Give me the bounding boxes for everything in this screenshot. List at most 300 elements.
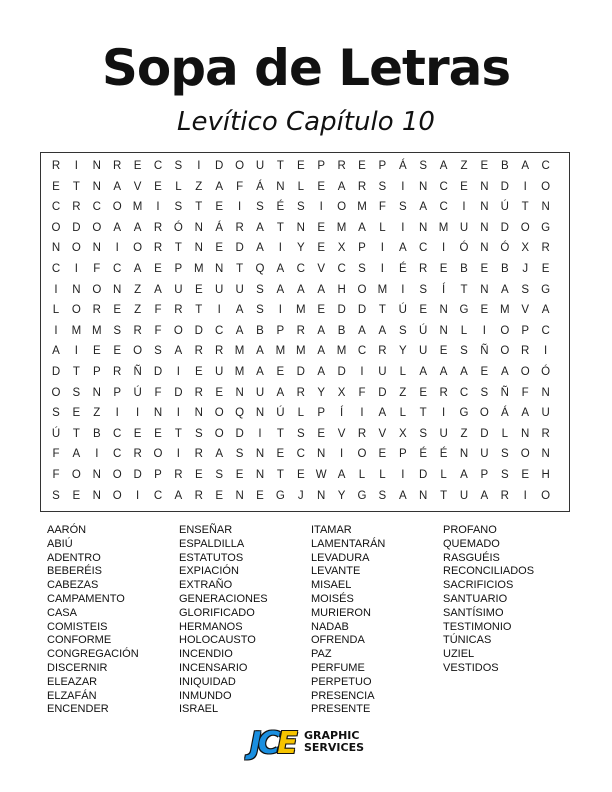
grid-letter: U — [419, 345, 428, 358]
grid-letter: A — [378, 324, 387, 337]
grid-letter: M — [296, 304, 306, 317]
grid-letter: A — [317, 345, 326, 358]
grid-letter: Ú — [419, 324, 428, 337]
grid-letter: O — [235, 160, 245, 172]
grid-letter: I — [462, 201, 466, 214]
word-item: LEVANTE — [311, 565, 361, 578]
grid-letter: E — [419, 386, 428, 399]
grid-letter: U — [255, 386, 265, 399]
word-item: TESTIMONIO — [443, 620, 512, 633]
grid-letter: B — [500, 160, 509, 172]
grid-letter: A — [72, 448, 81, 461]
grid-letter: M — [234, 345, 245, 358]
grid-letter: N — [92, 242, 101, 255]
grid-letter: E — [215, 386, 224, 399]
grid-letter: R — [92, 304, 101, 317]
grid-letter: P — [358, 242, 366, 255]
grid-letter: A — [317, 366, 326, 378]
grid-letter: T — [72, 427, 80, 440]
grid-letter: T — [378, 304, 386, 317]
grid-letter: Ñ — [500, 386, 509, 399]
grid-letter: T — [276, 160, 284, 172]
grid-letter: O — [173, 324, 183, 337]
grid-letter: I — [401, 221, 405, 234]
grid-letter: Q — [235, 407, 245, 420]
grid-letter: D — [51, 366, 61, 378]
grid-letter: T — [72, 180, 80, 193]
grid-letter: V — [337, 427, 346, 440]
grid-letter: V — [378, 427, 387, 440]
grid-letter: E — [235, 469, 244, 481]
grid-letter: E — [317, 221, 326, 234]
grid-letter: N — [153, 407, 163, 420]
grid-letter: N — [419, 180, 428, 193]
grid-letter: B — [92, 427, 101, 440]
grid-letter: P — [92, 366, 101, 378]
word-item: ESTATUTOS — [179, 551, 244, 564]
grid-letter: R — [215, 345, 224, 358]
word-item: SANTUARIO — [443, 592, 508, 605]
grid-letter: A — [419, 201, 428, 214]
grid-letter: D — [133, 469, 142, 481]
grid-letter: O — [112, 201, 122, 214]
grid-letter: S — [194, 427, 203, 440]
grid-letter: C — [153, 489, 163, 502]
grid-letter: S — [235, 448, 244, 461]
grid-letter: N — [317, 489, 326, 502]
grid-letter: E — [541, 263, 550, 275]
grid-letter: E — [113, 304, 122, 317]
grid-letter: Ñ — [480, 345, 489, 358]
logo-line-graphic: GRAPHIC — [304, 729, 360, 742]
grid-letter: L — [175, 180, 182, 193]
grid-letter: R — [541, 242, 550, 255]
grid-letter: C — [113, 263, 122, 275]
grid-letter: D — [357, 304, 367, 317]
grid-letter: N — [92, 386, 101, 399]
grid-letter: O — [500, 345, 510, 358]
logo-line-services: SERVICES — [304, 741, 365, 754]
grid-letter: R — [337, 160, 346, 172]
grid-letter: N — [439, 324, 448, 337]
grid-letter: Á — [256, 180, 264, 193]
word-item: CAMPAMENTO — [47, 592, 125, 605]
grid-letter: G — [541, 283, 551, 296]
grid-letter: P — [154, 469, 162, 481]
grid-letter: E — [92, 345, 101, 358]
grid-letter: R — [113, 366, 122, 378]
word-item: ESPALDILLA — [179, 537, 245, 550]
grid-letter: R — [194, 345, 203, 358]
word-item: ENCENDER — [47, 703, 109, 716]
grid-letter: X — [337, 242, 346, 255]
grid-letter: A — [174, 489, 183, 502]
grid-letter: D — [419, 469, 428, 481]
grid-letter: S — [378, 180, 387, 193]
grid-letter: A — [256, 345, 264, 358]
grid-letter: I — [74, 345, 78, 358]
grid-letter: E — [52, 180, 60, 193]
grid-letter: F — [378, 201, 386, 214]
grid-letter: E — [460, 180, 468, 193]
word-item: ELEAZAR — [47, 675, 98, 688]
word-item: LAMENTARÁN — [311, 537, 386, 550]
word-item: MURIERON — [311, 606, 371, 619]
grid-letter: A — [358, 221, 366, 234]
grid-letter: R — [541, 427, 550, 440]
grid-letter: J — [297, 489, 304, 502]
word-item: COMISTEIS — [47, 620, 108, 633]
grid-letter: U — [235, 283, 244, 296]
grid-letter: A — [133, 221, 142, 234]
grid-letter: I — [319, 201, 323, 214]
grid-letter: F — [154, 304, 162, 317]
grid-letter: I — [217, 304, 221, 317]
grid-letter: E — [480, 263, 489, 275]
grid-letter: P — [317, 160, 326, 172]
grid-letter: I — [115, 407, 119, 420]
grid-letter: O — [71, 304, 81, 317]
grid-letter: A — [256, 221, 264, 234]
grid-letter: A — [541, 304, 550, 317]
grid-letter: R — [296, 386, 305, 399]
grid-letter: E — [480, 160, 489, 172]
grid-letter: D — [500, 180, 509, 193]
grid-letter: E — [296, 469, 305, 481]
grid-letter: I — [135, 489, 140, 502]
grid-letter: O — [357, 283, 367, 296]
grid-letter: Ú — [133, 386, 142, 399]
grid-letter: A — [256, 366, 264, 378]
word-item: SACRIFICIOS — [443, 579, 514, 592]
grid-letter: I — [278, 304, 282, 317]
grid-letter: É — [276, 201, 285, 214]
grid-letter: Ú — [500, 201, 509, 214]
grid-letter: S — [72, 386, 81, 399]
word-item: INMUNDO — [179, 689, 232, 702]
grid-letter: Y — [398, 345, 407, 358]
grid-letter: R — [357, 427, 367, 440]
grid-letter: N — [419, 221, 428, 234]
grid-letter: I — [441, 407, 446, 420]
grid-letter: O — [541, 180, 551, 193]
grid-letter: O — [92, 283, 102, 296]
grid-letter: B — [500, 263, 509, 275]
grid-letter: D — [480, 427, 489, 440]
grid-letter: T — [460, 283, 468, 296]
grid-letter: A — [276, 386, 285, 399]
grid-letter: N — [194, 242, 203, 255]
grid-letter: A — [439, 366, 448, 378]
grid-letter: E — [194, 366, 203, 378]
grid-letter: E — [317, 304, 326, 317]
grid-letter: I — [523, 489, 527, 502]
grid-letter: Ó — [541, 366, 551, 378]
word-item: ENSEÑAR — [179, 524, 233, 536]
word-item: CABEZAS — [47, 579, 99, 592]
grid-letter: I — [54, 283, 58, 296]
grid-letter: D — [378, 386, 387, 399]
grid-letter: N — [235, 489, 244, 502]
grid-letter: A — [235, 324, 244, 337]
grid-letter: Ó — [173, 221, 183, 234]
grid-letter: C — [113, 448, 122, 461]
grid-letter: D — [153, 366, 163, 378]
grid-letter: I — [380, 242, 384, 255]
grid-letter: A — [378, 407, 387, 420]
grid-letter: N — [296, 221, 305, 234]
grid-letter: X — [521, 242, 530, 255]
grid-letter: R — [439, 386, 448, 399]
grid-letter: U — [215, 366, 224, 378]
grid-letter: M — [500, 304, 510, 317]
word-item: TÚNICAS — [443, 634, 492, 647]
grid-letter: T — [174, 242, 182, 255]
grid-letter: I — [360, 407, 364, 420]
grid-letter: S — [500, 448, 509, 461]
grid-letter: O — [71, 469, 81, 481]
grid-letter: F — [154, 324, 162, 337]
grid-letter: R — [296, 324, 305, 337]
grid-letter: L — [297, 407, 304, 420]
grid-letter: D — [296, 366, 305, 378]
grid-letter: T — [276, 427, 284, 440]
grid-letter: S — [398, 201, 407, 214]
grid-letter: O — [153, 448, 163, 461]
grid-letter: M — [336, 345, 347, 358]
grid-letter: E — [276, 448, 285, 461]
grid-letter: S — [358, 263, 366, 275]
grid-letter: D — [500, 221, 509, 234]
grid-letter: Í — [441, 283, 446, 296]
grid-letter: N — [235, 386, 244, 399]
grid-letter: N — [541, 386, 550, 399]
grid-letter: G — [541, 221, 551, 234]
grid-letter: R — [500, 489, 509, 502]
grid-letter: E — [194, 283, 203, 296]
word-item: LEVADURA — [311, 551, 370, 564]
word-item: MOISÉS — [311, 592, 354, 605]
word-item: CASA — [47, 606, 77, 619]
grid-letter: Á — [215, 221, 224, 234]
grid-letter: U — [541, 407, 550, 420]
grid-letter: C — [92, 201, 101, 214]
grid-letter: R — [51, 160, 61, 172]
grid-letter: R — [133, 324, 142, 337]
word-item: PRESENCIA — [311, 689, 375, 702]
grid-letter: N — [215, 263, 224, 275]
grid-letter: S — [215, 469, 224, 481]
grid-letter: D — [174, 386, 183, 399]
grid-letter: S — [174, 201, 183, 214]
grid-letter: I — [401, 180, 405, 193]
grid-letter: A — [317, 324, 326, 337]
grid-letter: A — [398, 242, 407, 255]
grid-letter: G — [459, 304, 469, 317]
word-item: GLORIFICADO — [179, 606, 255, 619]
grid-letter: É — [439, 448, 448, 461]
grid-letter: R — [194, 386, 203, 399]
grid-letter: I — [543, 345, 548, 358]
grid-letter: E — [480, 304, 489, 317]
grid-letter: L — [460, 324, 468, 337]
grid-letter: R — [153, 242, 163, 255]
grid-letter: A — [500, 366, 509, 378]
grid-letter: G — [275, 489, 285, 502]
grid-letter: R — [113, 160, 122, 172]
grid-letter: D — [337, 366, 346, 378]
grid-letter: S — [480, 386, 489, 399]
grid-letter: T — [236, 263, 244, 275]
grid-letter: B — [256, 324, 264, 337]
grid-letter: E — [154, 180, 162, 193]
word-item: PRESENTE — [311, 703, 371, 716]
grid-letter: S — [521, 283, 530, 296]
grid-letter: M — [336, 221, 347, 234]
grid-letter: O — [520, 221, 530, 234]
grid-letter: F — [358, 386, 366, 399]
grid-letter: O — [357, 448, 367, 461]
grid-letter: N — [255, 407, 265, 420]
grid-letter: I — [482, 324, 486, 337]
grid-letter: E — [72, 407, 81, 420]
logo-text — [304, 730, 364, 754]
grid-letter: G — [459, 407, 469, 420]
grid-letter: Ú — [398, 304, 407, 317]
grid-letter: E — [154, 427, 162, 440]
grid-letter: E — [317, 180, 326, 193]
grid-letter: F — [52, 469, 60, 481]
grid-letter: A — [133, 263, 142, 275]
grid-letter: O — [337, 201, 347, 214]
grid-letter: E — [439, 263, 448, 275]
grid-letter: N — [92, 489, 101, 502]
grid-letter: N — [541, 448, 550, 461]
word-list-column-4 — [443, 524, 534, 676]
grid-letter: I — [380, 263, 384, 275]
grid-letter: S — [398, 324, 407, 337]
grid-letter: N — [480, 242, 489, 255]
grid-letter: P — [398, 448, 407, 461]
grid-letter: R — [378, 345, 387, 358]
grid-letter: Y — [337, 489, 346, 502]
grid-letter: P — [378, 160, 387, 172]
grid-letter: N — [459, 448, 469, 461]
grid-letter: X — [398, 427, 407, 440]
word-item: NADAB — [311, 620, 349, 633]
grid-letter: V — [521, 304, 530, 317]
word-list-column-2 — [179, 524, 268, 717]
grid-letter: E — [215, 489, 224, 502]
grid-letter: C — [51, 201, 61, 214]
grid-letter: A — [460, 469, 468, 481]
grid-letter: F — [236, 180, 244, 193]
grid-letter: O — [479, 407, 489, 420]
grid-letter: A — [317, 283, 326, 296]
grid-letter: S — [256, 201, 264, 214]
word-item: PERFUME — [311, 661, 365, 674]
grid-letter: H — [337, 283, 346, 296]
grid-letter: O — [133, 242, 143, 255]
grid-letter: R — [194, 448, 203, 461]
grid-letter: I — [176, 448, 180, 461]
grid-letter: S — [256, 283, 264, 296]
grid-letter: O — [51, 221, 61, 234]
grid-letter: N — [92, 469, 101, 481]
grid-letter: S — [460, 345, 468, 358]
word-item: CONGREGACIÓN — [47, 648, 139, 661]
grid-letter: R — [235, 221, 244, 234]
grid-letter: L — [379, 221, 386, 234]
grid-letter: P — [480, 469, 489, 481]
grid-letter: A — [337, 180, 346, 193]
grid-letter: S — [500, 469, 509, 481]
grid-letter: Ú — [276, 407, 285, 420]
grid-letter: A — [419, 366, 428, 378]
grid-letter: Ú — [51, 427, 61, 440]
grid-letter: E — [317, 242, 326, 255]
grid-letter: Z — [460, 160, 468, 172]
grid-letter: E — [133, 160, 142, 172]
grid-letter: C — [439, 201, 448, 214]
grid-letter: L — [399, 366, 406, 378]
grid-letter: A — [358, 324, 366, 337]
letter-grid — [40, 152, 570, 512]
grid-letter: T — [276, 221, 284, 234]
grid-letter: G — [357, 489, 367, 502]
grid-letter: L — [358, 469, 366, 481]
grid-letter: Q — [255, 263, 265, 275]
word-item: ABIÚ — [47, 537, 73, 550]
grid-letter: T — [440, 489, 448, 502]
word-item: GENERACIONES — [179, 592, 268, 605]
word-item: PROFANO — [443, 524, 497, 536]
grid-letter: C — [215, 324, 224, 337]
grid-letter: T — [521, 201, 529, 214]
grid-letter: I — [339, 448, 344, 461]
grid-letter: I — [54, 324, 58, 337]
grid-letter: N — [480, 283, 489, 296]
grid-letter: S — [52, 489, 60, 502]
grid-letter: E — [317, 427, 326, 440]
grid-letter: N — [51, 242, 61, 255]
grid-letter: R — [133, 448, 142, 461]
grid-letter: N — [419, 489, 428, 502]
grid-letter: P — [276, 324, 285, 337]
grid-letter: P — [113, 386, 122, 399]
grid-letter: I — [441, 242, 446, 255]
grid-letter: C — [419, 242, 428, 255]
grid-letter: U — [255, 160, 265, 172]
grid-letter: S — [174, 160, 183, 172]
word-item: ISRAEL — [179, 703, 219, 716]
grid-letter: C — [357, 345, 367, 358]
grid-letter: U — [459, 489, 469, 502]
grid-letter: N — [317, 448, 326, 461]
grid-letter: Á — [500, 407, 509, 420]
grid-letter: E — [113, 345, 122, 358]
grid-letter: S — [419, 160, 428, 172]
grid-letter: Z — [134, 304, 142, 317]
grid-letter: Z — [195, 180, 203, 193]
grid-letter: C — [113, 427, 122, 440]
grid-letter: U — [439, 427, 448, 440]
grid-letter: C — [296, 263, 305, 275]
grid-letter: C — [51, 263, 61, 275]
grid-letter: V — [317, 263, 326, 275]
grid-letter: I — [74, 263, 78, 275]
word-item: QUEMADO — [443, 537, 500, 550]
